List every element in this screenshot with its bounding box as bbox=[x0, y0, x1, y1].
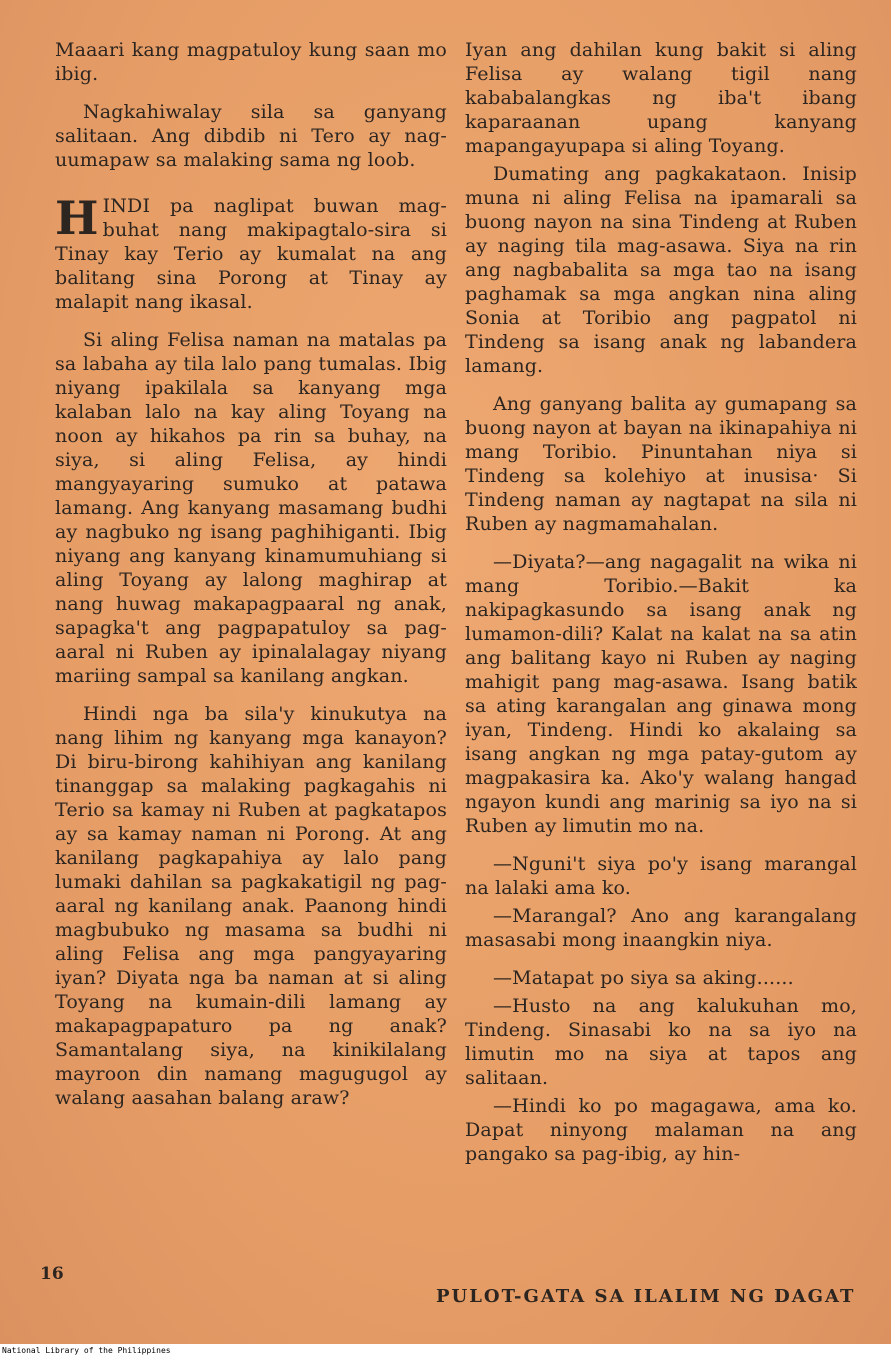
paragraph: Iyan ang dahilan kung bakit si aling Felisa ay walang tigil nang kababalangkas ng iba't ibang kaparaanan upang kanyang mapangayupapa si aling Toyang. bbox=[465, 39, 857, 157]
left-column bbox=[55, 38, 447, 1124]
paragraph: —Marangal? Ano ang karangalang masasabi mong inaangkin niya. bbox=[465, 905, 857, 951]
paragraph-with-dropcap bbox=[55, 191, 447, 314]
library-credit: National Library of the Philippines bbox=[0, 1344, 891, 1358]
paragraph: Ang ganyang balita ay gumapang sa buong nayon at bayan na ikinapahiya ni mang Toribio. Pinuntahan niya si Tindeng sa kolehiyo at inusisa· Si Tindeng naman ay nagtapat na sila ni Ruben ay nagmamahalan. bbox=[465, 393, 857, 535]
paragraph: Si aling Felisa naman na matalas pa sa labaha ay tila lalo pang tumalas. Ibig niyang ipakilala sa kanyang mga kalaban lalo na kay aling Toyang na noon ay hikahos pa rin sa buhay, na siya, si aling Felisa, ay hindi mangyayaring sumuko at patawa lamang. Ang kanyang masamang budhi ay nagbuko ng isang paghihiganti. Ibig niyang ang kanyang kinamumuhiang si aling Toyang ay lalong maghirap at nang huwag makapagpaaral ng anak, sapagka't ang pagpapatuloy sa pag-aaral ni Ruben ay ipinalalagay niyang mariing sampal sa kanilang angkan. bbox=[55, 329, 447, 687]
paragraph: —Husto na ang kalukuhan mo, Tindeng. Sinasabi ko na sa iyo na limutin mo na siya at tapos ang salitaan. bbox=[465, 995, 857, 1089]
paragraph: —Hindi ko po magagawa, ama ko. Dapat ninyong malaman na ang pangako sa pag-ibig, ay hin- bbox=[465, 1095, 857, 1165]
paragraph: —Diyata?—ang nagagalit na wika ni mang Toribio.—Bakit ka nakipagkasundo sa isang anak ng lumamon-dili? Kalat na kalat na sa atin ang balitang kayo ni Ruben ay naging mahigit pang mag-asawa. Isang batik sa ating karangalan ang ginawa mong iyan, Tindeng. Hindi ko akalaing sa isang angkan ng mga patay-gutom ay magpakasira ka. Ako'y walang hangad ngayon kundi ang marinig sa iyo na si Ruben ay limutin mo na. bbox=[465, 551, 857, 837]
page-number: 16 bbox=[40, 1264, 64, 1284]
paragraph: Maaari kang magpatuloy kung saan mo ibig. bbox=[55, 39, 447, 85]
paragraph: —Nguni't siya po'y isang marangal na lalaki ama ko. bbox=[465, 853, 857, 899]
running-title: PULOT-GATA SA ILALIM NG DAGAT bbox=[436, 1286, 856, 1307]
paragraph-text: INDI pa naglipat buwan mag-buhat nang makipagtalo-sira si Tinay kay Terio ay kumalat na ang balitang sina Porong at Tinay ay malapit nang ikasal. bbox=[55, 195, 447, 313]
paragraph: —Matapat po siya sa aking...... bbox=[493, 967, 794, 989]
paragraph: Nagkahiwalay sila sa ganyang salitaan. Ang dibdib ni Tero ay nag-uumapaw sa malaking sama ng loob. bbox=[55, 101, 447, 171]
paragraph: Hindi nga ba sila'y kinukutya na nang lihim ng kanyang mga kanayon? Di biru-birong kahihiyan ang kanilang tinanggap sa malaking pagkagahis ni Terio sa kamay ni Ruben at pagkatapos ay sa kamay naman ni Porong. At ang kanilang pagkapahiya ay lalo pang lumaki dahilan sa pagkakatigil ng pag-aaral ng kanilang anak. Paanong hindi magbubuko ng masama sa budhi ni aling Felisa ang mga pangyayaring iyan? Diyata nga ba naman at si aling Toyang na kumain-dili lamang ay makapagpapaturo pa ng anak? Samantalang siya, na kinikilalang mayroon din namang magugugol ay walang aasahan balang araw? bbox=[55, 703, 447, 1109]
drop-cap: H bbox=[55, 191, 99, 245]
paragraph: Dumating ang pagkakataon. Inisip muna ni aling Felisa na ipamarali sa buong nayon na sina Tindeng at Ruben ay naging tila mag-asawa. Siya na rin ang nagbabalita sa mga tao na isang paghamak sa mga angkan nina aling Sonia at Toribio ang pagpatol ni Tindeng sa isang anak ng labandera lamang. bbox=[465, 163, 857, 377]
right-column bbox=[465, 38, 857, 1170]
